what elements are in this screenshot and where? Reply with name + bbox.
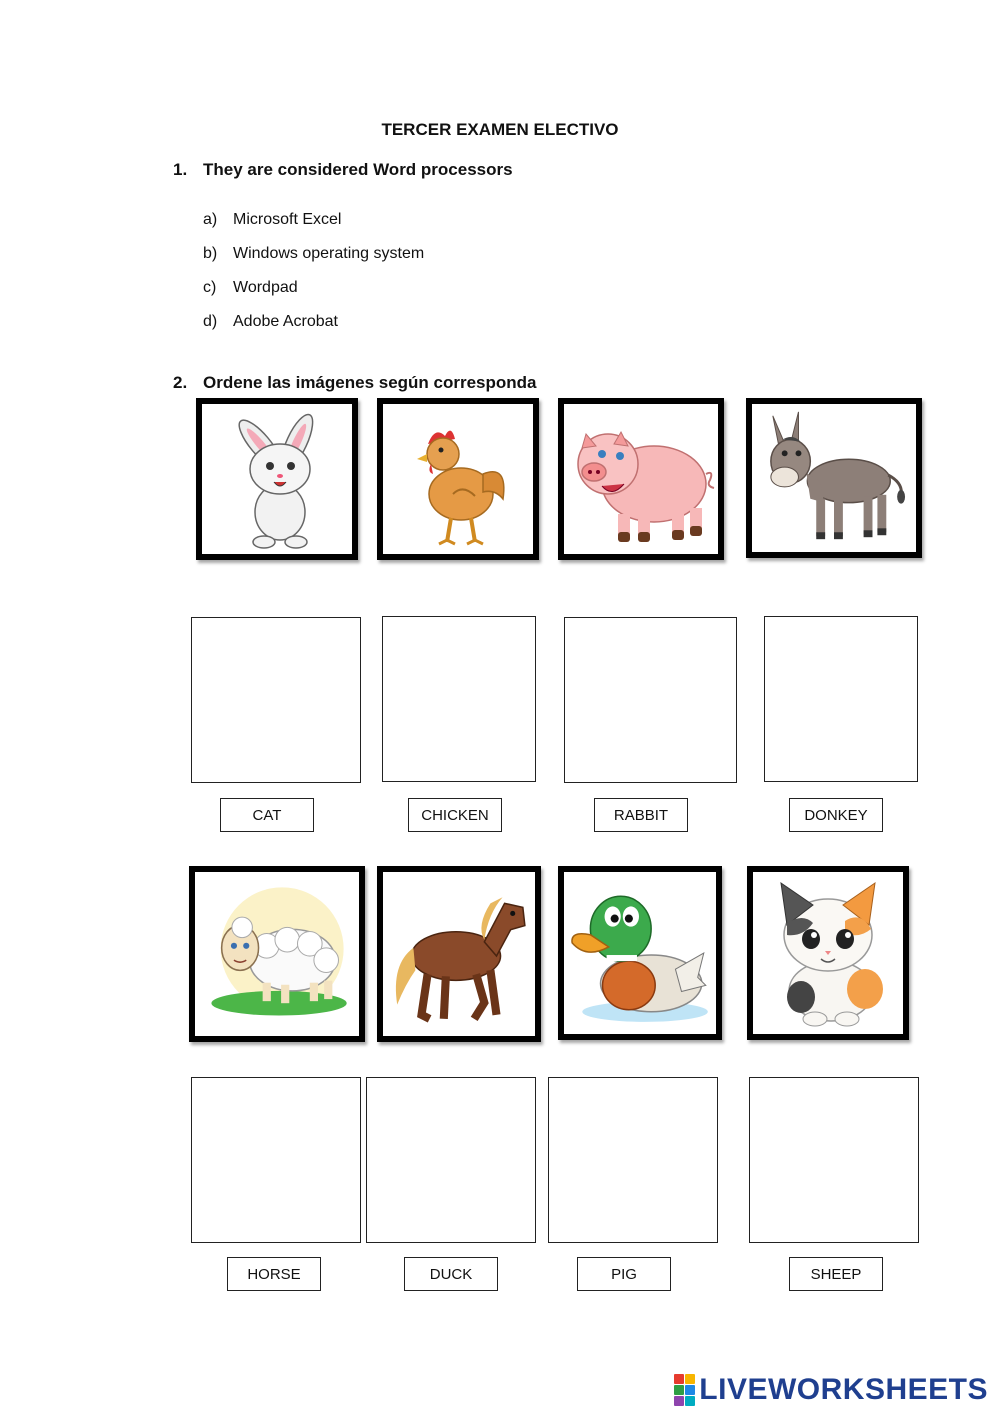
label-duck[interactable]: DUCK (404, 1257, 498, 1291)
option-d[interactable] (203, 313, 338, 331)
option-d-text: Adobe Acrobat (233, 313, 338, 330)
rabbit-picture[interactable] (196, 398, 358, 560)
option-c[interactable] (203, 279, 298, 297)
horse-picture[interactable] (377, 866, 541, 1042)
donkey-picture[interactable] (746, 398, 922, 558)
question-1-number: 1. (173, 160, 188, 179)
drop-box-1[interactable] (191, 617, 361, 783)
option-b-text: Windows operating system (233, 245, 425, 262)
option-d-letter: d) (203, 313, 218, 330)
label-chicken[interactable]: CHICKEN (408, 798, 502, 832)
duck-illustration (564, 872, 716, 1034)
question-1 (173, 160, 513, 180)
cat-picture[interactable] (747, 866, 909, 1040)
option-b[interactable] (203, 245, 424, 263)
label-rabbit[interactable]: RABBIT (594, 798, 688, 832)
option-c-text: Wordpad (233, 279, 298, 296)
drop-box-5[interactable] (191, 1077, 361, 1243)
option-b-letter: b) (203, 245, 218, 262)
question-2-text: Ordene las imágenes según corresponda (203, 373, 537, 392)
option-a-text: Microsoft Excel (233, 211, 342, 228)
question-1-text: They are considered Word processors (203, 160, 513, 179)
duck-picture[interactable] (558, 866, 722, 1040)
question-2-number: 2. (173, 373, 188, 392)
option-a-letter: a) (203, 211, 218, 228)
question-2 (173, 373, 537, 393)
pig-picture[interactable] (558, 398, 724, 560)
horse-illustration (383, 872, 535, 1036)
chicken-illustration (383, 404, 533, 554)
logo-text: LIVEWORKSHEETS (699, 1373, 988, 1406)
label-cat[interactable]: CAT (220, 798, 314, 832)
option-a[interactable] (203, 211, 341, 229)
label-horse[interactable]: HORSE (227, 1257, 321, 1291)
label-pig[interactable]: PIG (577, 1257, 671, 1291)
rabbit-illustration (202, 404, 352, 554)
sheep-illustration (195, 872, 359, 1036)
label-donkey[interactable]: DONKEY (789, 798, 883, 832)
page-title: TERCER EXAMEN ELECTIVO (381, 120, 619, 139)
drop-box-7[interactable] (548, 1077, 718, 1243)
pig-illustration (564, 404, 718, 554)
liveworksheets-logo (674, 1373, 988, 1407)
logo-mark-icon (674, 1374, 695, 1406)
drop-box-4[interactable] (764, 616, 918, 782)
sheep-picture[interactable] (189, 866, 365, 1042)
donkey-illustration (752, 404, 916, 552)
chicken-picture[interactable] (377, 398, 539, 560)
drop-box-2[interactable] (382, 616, 536, 782)
label-sheep[interactable]: SHEEP (789, 1257, 883, 1291)
drop-box-8[interactable] (749, 1077, 919, 1243)
cat-illustration (753, 872, 903, 1034)
drop-box-6[interactable] (366, 1077, 536, 1243)
option-c-letter: c) (203, 279, 217, 296)
drop-box-3[interactable] (564, 617, 737, 783)
